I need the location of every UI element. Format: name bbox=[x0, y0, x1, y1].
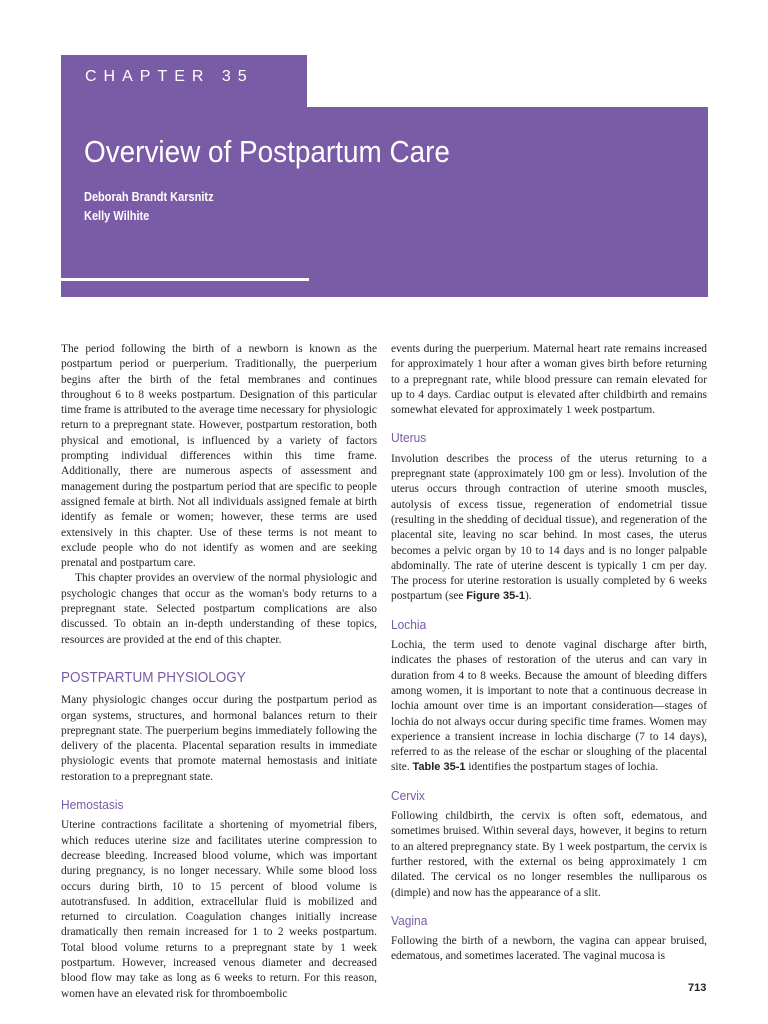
figure-reference[interactable]: Figure 35-1 bbox=[466, 590, 525, 603]
table-reference[interactable]: Table 35-1 bbox=[412, 761, 466, 774]
uterus-text-end: ). bbox=[524, 590, 532, 603]
subheading-uterus: Uterus bbox=[391, 430, 427, 446]
header-divider bbox=[307, 91, 708, 107]
left-column bbox=[61, 342, 377, 1002]
lochia-text-end: identifies the postpartum stages of lochia. bbox=[465, 761, 659, 774]
subheading-cervix: Cervix bbox=[391, 787, 425, 803]
subheading-vagina: Vagina bbox=[391, 912, 428, 928]
physiology-paragraph: Many physiologic changes occur during the postpartum period as organ systems, structures, and hormonal balances return to their prepregnant state. The puerperium begins immediately following the delivery of the placenta. Placental separation results in immediate physiologic events that promote maternal hemostasis and initiate restoration to a prepregnant state. bbox=[61, 694, 377, 783]
intro-paragraph: The period following the birth of a newborn is known as the postpartum period or puerperium. Traditionally, the puerperium begins after the birth of the fetal membranes and continues throughout 6 to 8 weeks postpartum. Designation of this particular time frame is attributed to the average time necessary for physiologic return to a prepregnant state. However, postpartum restoration, both physical and emotional, is influenced by a variety of factors prompting individual differences within this time frame. Additionally, there are numerous aspects of assessment and management during the postpartum period that are specific to people assigned female at birth. Not all individuals assigned female at birth identify as female or women; however, these terms are used extensively in this chapter. Use of these terms is not meant to exclude people who do not identify as women and are seeking prenatal and postpartum care. bbox=[61, 343, 377, 570]
right-column bbox=[391, 342, 707, 965]
lochia-paragraph bbox=[391, 638, 707, 776]
author-2: Kelly Wilhite bbox=[84, 209, 150, 223]
subheading-lochia: Lochia bbox=[391, 616, 427, 632]
chapter-title: Overview of Postpartum Care bbox=[84, 134, 450, 169]
lochia-text: Lochia, the term used to denote vaginal discharge after birth, indicates the phases of restoration of the uterus and can vary in duration from 4 to 8 weeks. Because the amount of bleeding differs among women, it is important to note that a continuous decrease in lochia amount over time is an important consideration—stages of lochia do not always occur during specific time frames. Women may experience a transient increase in lochia discharge (7 to 14 days), referred to as the release of the eschar or sloughing of the placental site. bbox=[391, 639, 707, 774]
page-number: 713 bbox=[688, 982, 707, 994]
title-underline bbox=[61, 278, 309, 281]
subheading-hemostasis: Hemostasis bbox=[61, 797, 124, 813]
author-1: Deborah Brandt Karsnitz bbox=[84, 190, 214, 204]
section-heading-postpartum-physiology: POSTPARTUM PHYSIOLOGY bbox=[61, 668, 246, 686]
intro-paragraph-2: This chapter provides an overview of the normal physiologic and psychologic changes that occur as the woman's body returns to a prepregnant state. Selected postpartum complications are also discussed. To obtain an in-depth understanding of these topics, resources are provided at the end of this chapter. bbox=[61, 572, 377, 646]
cervix-paragraph: Following childbirth, the cervix is often soft, edematous, and sometimes bruised. Within several days, however, it begins to return to an altered prepregnancy state. By 1 week postpartum, the cervix is further restored, with the external os being approximately 1 cm dilated. The cervical os no longer resembles the nulliparous os (dimple) and now has the appearance of a slit. bbox=[391, 810, 707, 899]
uterus-paragraph bbox=[391, 452, 707, 605]
uterus-text: Involution describes the process of the uterus returning to a prepregnant state (approximately 100 gm or less). Involution of the uterus occurs through contraction of uterine smooth muscles, autolysis of excess tissue, regeneration of endometrial tissue (resulting in the shedding of decidual tissue), and regeneration of the placental site, leaving no scar behind. In most cases, the uterus becomes a pelvic organ by 10 to 14 days and is no longer palpable abdominally. The rate of uterine descent is typically 1 cm per day. The process for uterine restoration is usually completed by 6 weeks postpartum (see bbox=[391, 452, 707, 603]
hemostasis-paragraph: Uterine contractions facilitate a shortening of myometrial fibers, which reduces uterine size and facilitates uterine compression to decrease bleeding. Increased blood volume, which was important during pregnancy, is no longer necessary. While some blood loss occurs during birth, 10 to 15 percent of blood volume is autotransfused. In addition, extracellular fluid is mobilized and returned to circulation. Coagulation changes initially increase dramatically then remain increased for 1 to 2 weeks postpartum. Total blood volume returns to a prepregnant state by 1 week postpartum. However, increased venous diameter and decreased blood flow may take as long as 6 weeks to return. For this reason, women have an elevated risk for thromboembolic bbox=[61, 819, 377, 1000]
continued-paragraph: events during the puerperium. Maternal heart rate remains increased for approximately 1 hour after a woman gives birth before returning to a prepregnant rate, while blood pressure can remain elevated for up to 4 days. Cardiac output is elevated after childbirth and remains somewhat elevated for approximately 1 week postpartum. bbox=[391, 343, 707, 417]
chapter-label: CHAPTER 35 bbox=[85, 68, 254, 85]
vagina-paragraph: Following the birth of a newborn, the vagina can appear bruised, edematous, and sometimes lacerated. The vaginal mucosa is bbox=[391, 935, 707, 963]
